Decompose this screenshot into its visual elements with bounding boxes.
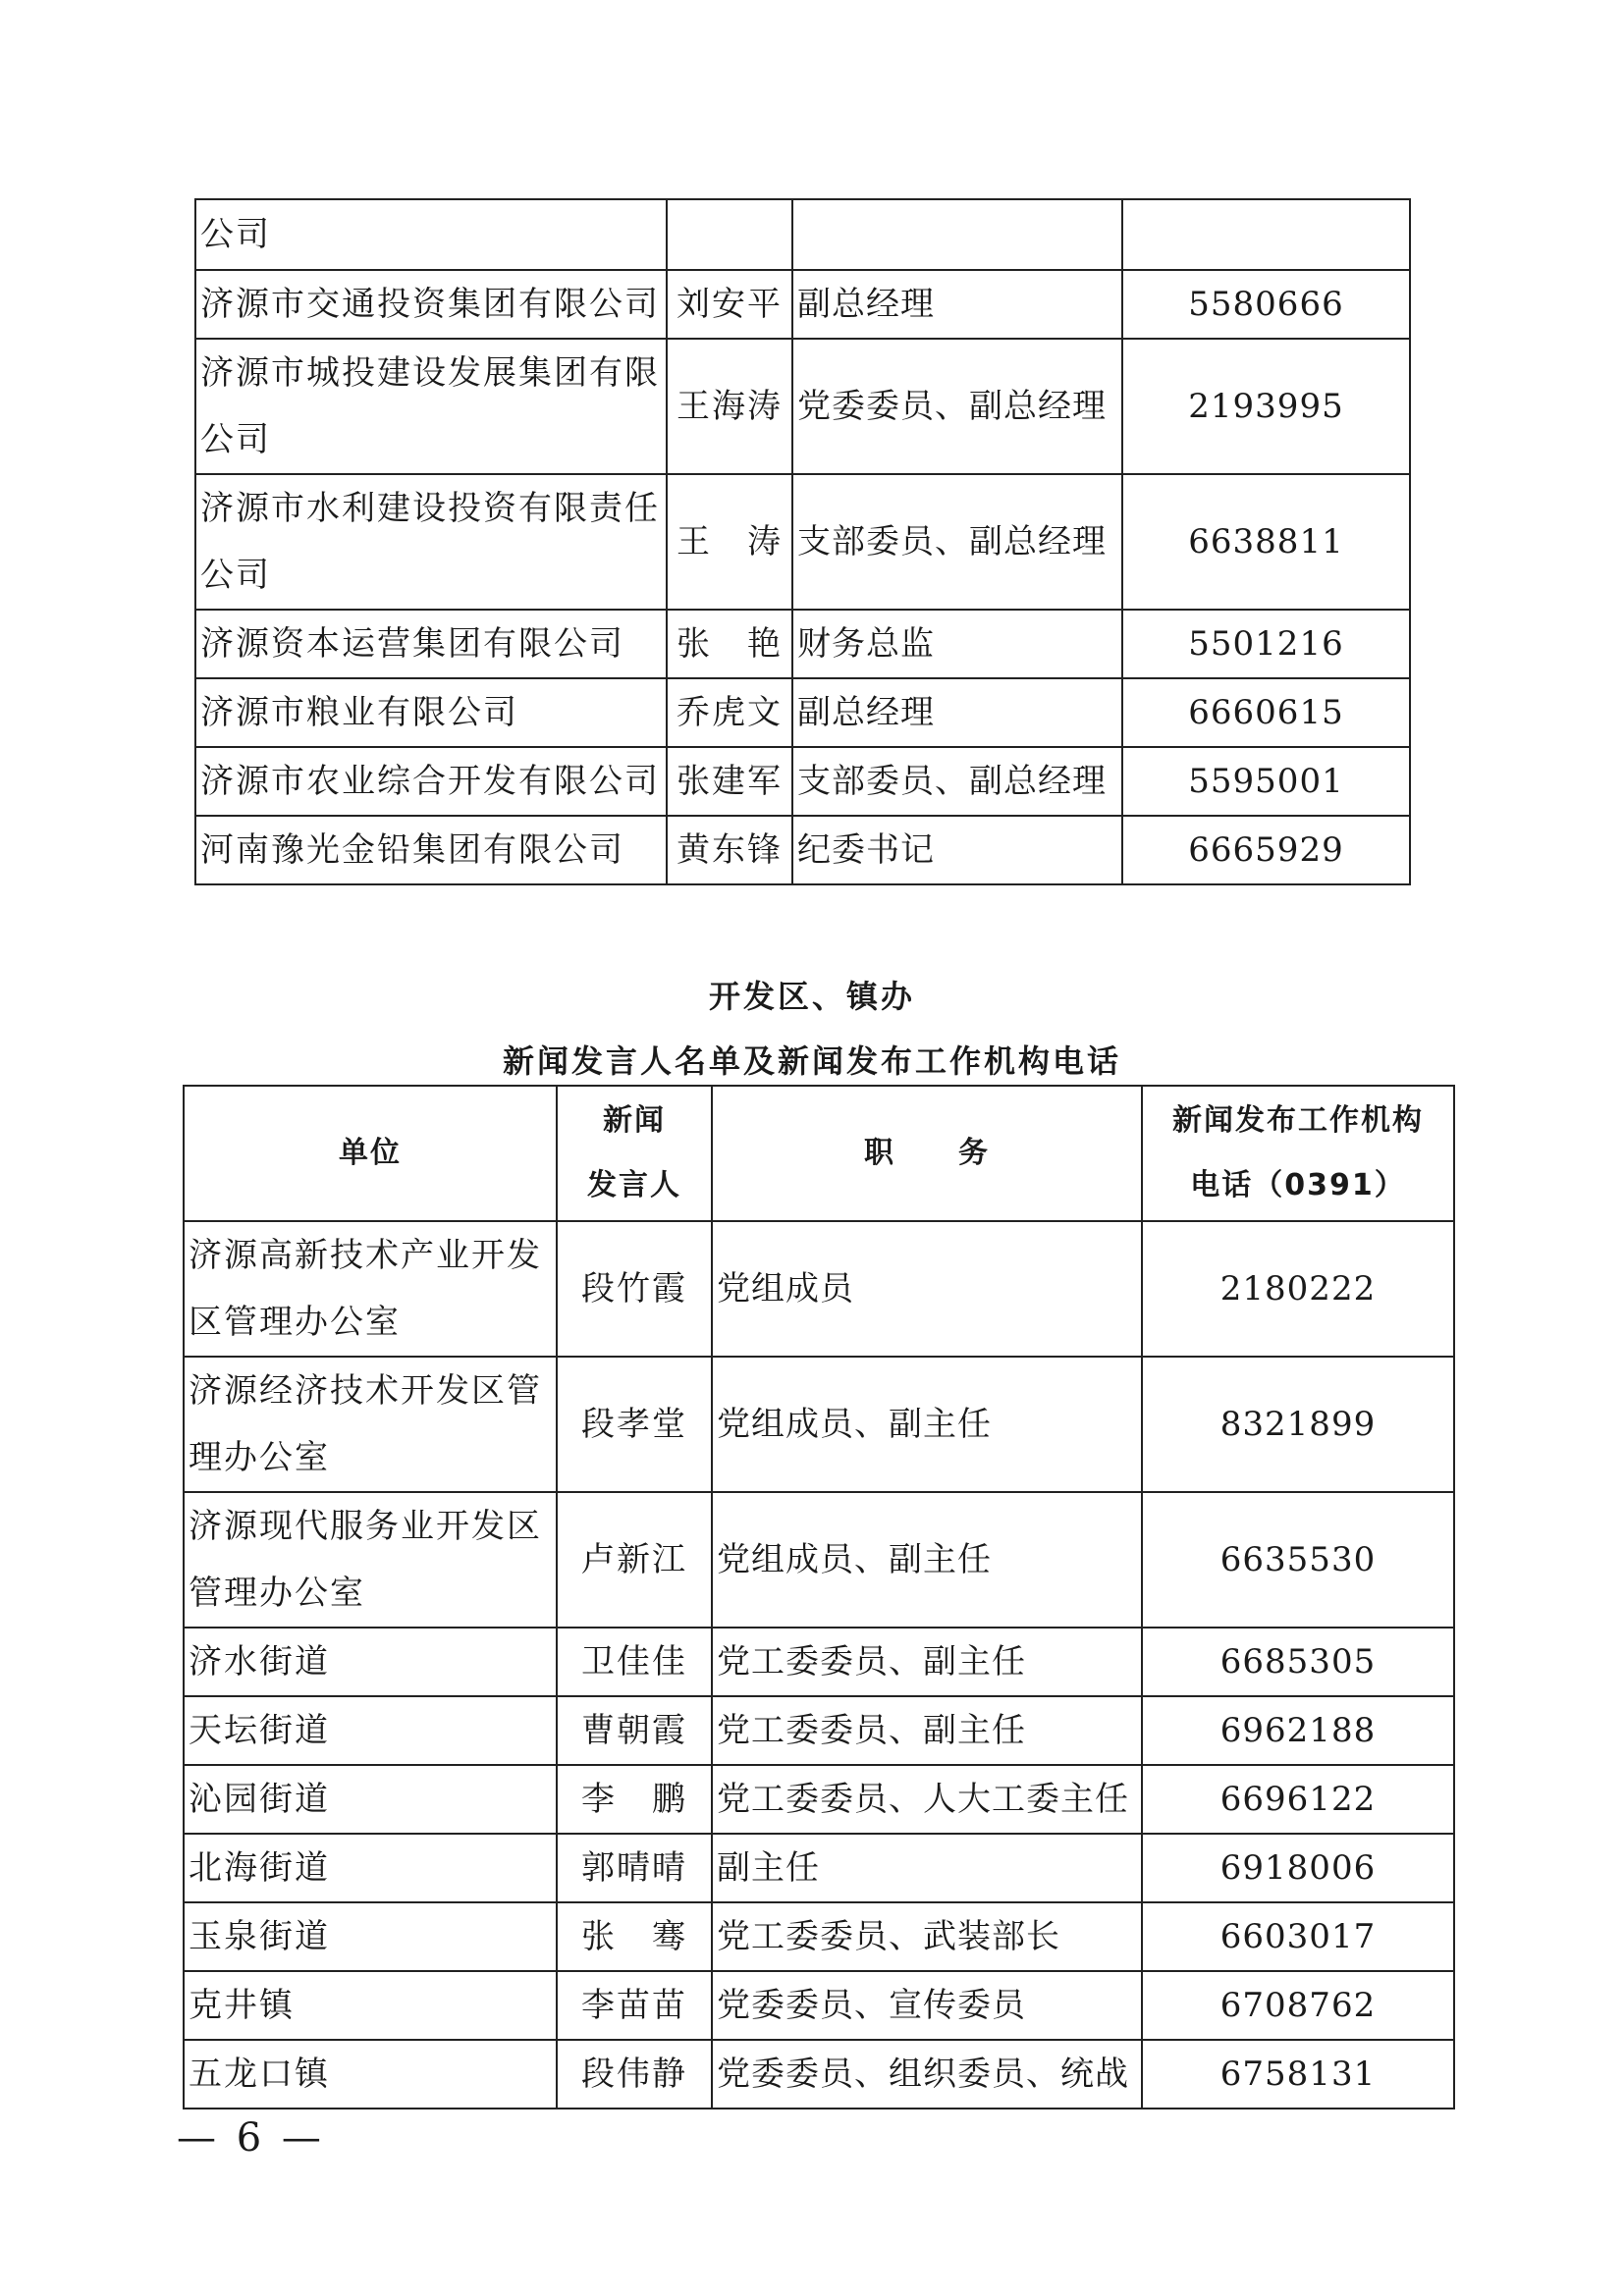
section-subtitle: 新闻发言人名单及新闻发布工作机构电话 [502, 1042, 1121, 1080]
unit-cell: 济源市城投建设发展集团有限公司 [195, 339, 667, 474]
header-speaker-line1: 新闻 [603, 1103, 666, 1138]
speaker-cell: 李 鹏 [557, 1765, 712, 1834]
table-row [184, 1492, 1454, 1628]
phone-cell: 6708762 [1142, 1971, 1454, 2040]
unit-cell: 济源资本运营集团有限公司 [195, 610, 667, 678]
phone-cell: 6918006 [1142, 1834, 1454, 1902]
unit-cell: 济源现代服务业开发区管理办公室 [184, 1492, 557, 1628]
speaker-cell: 王 涛 [667, 474, 792, 610]
position-cell: 党委委员、组织委员、统战 [712, 2040, 1142, 2109]
position-cell [792, 199, 1122, 270]
table-row [195, 474, 1410, 610]
header-speaker [557, 1086, 712, 1221]
position-cell: 党工委委员、副主任 [712, 1628, 1142, 1696]
speaker-cell: 李苗苗 [557, 1971, 712, 2040]
table-row [195, 747, 1410, 816]
position-cell: 副总经理 [792, 270, 1122, 339]
position-cell: 党工委委员、武装部长 [712, 1902, 1142, 1971]
unit-cell: 克井镇 [184, 1971, 557, 2040]
table-row [184, 1628, 1454, 1696]
position-cell: 党组成员 [712, 1221, 1142, 1357]
unit-cell: 玉泉街道 [184, 1902, 557, 1971]
speaker-cell: 卫佳佳 [557, 1628, 712, 1696]
speaker-cell [667, 199, 792, 270]
phone-cell: 5595001 [1122, 747, 1410, 816]
position-cell: 支部委员、副总经理 [792, 747, 1122, 816]
position-cell: 党委委员、副总经理 [792, 339, 1122, 474]
phone-cell: 6758131 [1142, 2040, 1454, 2109]
unit-cell: 济源高新技术产业开发区管理办公室 [184, 1221, 557, 1357]
speaker-cell: 王海涛 [667, 339, 792, 474]
unit-cell: 济源市粮业有限公司 [195, 678, 667, 747]
speaker-cell: 卢新江 [557, 1492, 712, 1628]
phone-cell: 6660615 [1122, 678, 1410, 747]
position-cell: 财务总监 [792, 610, 1122, 678]
unit-cell: 济源市农业综合开发有限公司 [195, 747, 667, 816]
table-row [195, 199, 1410, 270]
table-row [184, 2040, 1454, 2109]
position-cell: 党组成员、副主任 [712, 1492, 1142, 1628]
speaker-cell: 乔虎文 [667, 678, 792, 747]
speaker-cell: 刘安平 [667, 270, 792, 339]
position-cell: 党组成员、副主任 [712, 1357, 1142, 1492]
header-speaker-line2: 发言人 [587, 1168, 681, 1202]
table-row [184, 1834, 1454, 1902]
district-spokesperson-table [183, 1085, 1455, 2109]
phone-cell: 5580666 [1122, 270, 1410, 339]
unit-cell: 沁园街道 [184, 1765, 557, 1834]
table-row [195, 270, 1410, 339]
unit-cell: 河南豫光金铅集团有限公司 [195, 816, 667, 884]
phone-cell [1122, 199, 1410, 270]
phone-cell: 8321899 [1142, 1357, 1454, 1492]
phone-cell: 6665929 [1122, 816, 1410, 884]
speaker-cell: 张 艳 [667, 610, 792, 678]
table-row [184, 1357, 1454, 1492]
section-title: 开发区、镇办 [708, 978, 915, 1015]
table-row [184, 1971, 1454, 2040]
speaker-cell: 段孝堂 [557, 1357, 712, 1492]
speaker-cell: 黄东锋 [667, 816, 792, 884]
position-cell: 副主任 [712, 1834, 1142, 1902]
speaker-cell: 曹朝霞 [557, 1696, 712, 1765]
phone-cell: 2180222 [1142, 1221, 1454, 1357]
position-cell: 党委委员、宣传委员 [712, 1971, 1142, 2040]
phone-cell: 6638811 [1122, 474, 1410, 610]
unit-cell: 天坛街道 [184, 1696, 557, 1765]
header-unit: 单位 [184, 1086, 557, 1221]
unit-cell: 五龙口镇 [184, 2040, 557, 2109]
page-number: — 6 — [177, 2115, 325, 2161]
phone-cell: 6603017 [1142, 1902, 1454, 1971]
position-cell: 纪委书记 [792, 816, 1122, 884]
table-row [195, 339, 1410, 474]
speaker-cell: 郭晴晴 [557, 1834, 712, 1902]
table-row [195, 816, 1410, 884]
speaker-cell: 张 骞 [557, 1902, 712, 1971]
phone-cell: 6635530 [1142, 1492, 1454, 1628]
table-row [195, 610, 1410, 678]
position-cell: 副总经理 [792, 678, 1122, 747]
table-row [184, 1696, 1454, 1765]
position-cell: 支部委员、副总经理 [792, 474, 1122, 610]
position-cell: 党工委委员、副主任 [712, 1696, 1142, 1765]
header-phone-line2: 电话（0391） [1190, 1168, 1406, 1202]
header-phone-line1: 新闻发布工作机构 [1172, 1103, 1424, 1138]
unit-cell: 北海街道 [184, 1834, 557, 1902]
phone-cell: 6696122 [1142, 1765, 1454, 1834]
header-phone [1142, 1086, 1454, 1221]
table-row [184, 1221, 1454, 1357]
position-cell: 党工委委员、人大工委主任 [712, 1765, 1142, 1834]
table-row [184, 1902, 1454, 1971]
speaker-cell: 张建军 [667, 747, 792, 816]
enterprise-spokesperson-table [194, 198, 1411, 885]
phone-cell: 5501216 [1122, 610, 1410, 678]
header-position: 职 务 [712, 1086, 1142, 1221]
table-row [184, 1765, 1454, 1834]
speaker-cell: 段伟静 [557, 2040, 712, 2109]
unit-cell: 济源市水利建设投资有限责任公司 [195, 474, 667, 610]
unit-cell: 济源经济技术开发区管理办公室 [184, 1357, 557, 1492]
unit-cell: 济水街道 [184, 1628, 557, 1696]
unit-cell: 公司 [195, 199, 667, 270]
table-header-row [184, 1086, 1454, 1221]
unit-cell: 济源市交通投资集团有限公司 [195, 270, 667, 339]
phone-cell: 6685305 [1142, 1628, 1454, 1696]
phone-cell: 2193995 [1122, 339, 1410, 474]
phone-cell: 6962188 [1142, 1696, 1454, 1765]
table-row [195, 678, 1410, 747]
speaker-cell: 段竹霞 [557, 1221, 712, 1357]
